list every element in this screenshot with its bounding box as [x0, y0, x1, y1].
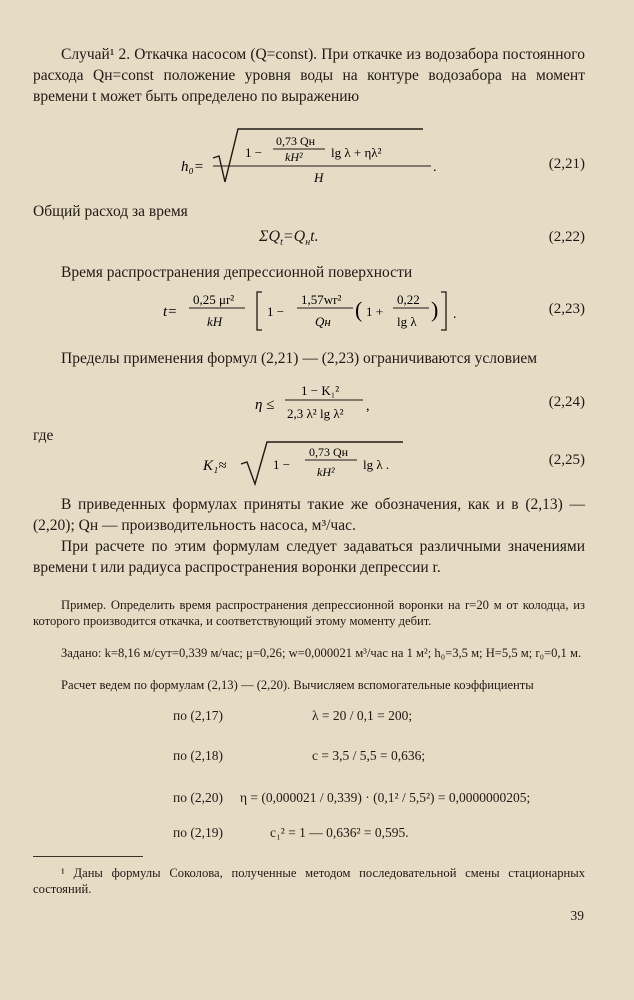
- calc-label-2-19: по (2,19): [173, 825, 223, 840]
- calc-expr-2-19: c₁² = 1 — 0,636² = 0,595.: [270, 825, 409, 840]
- svg-text:): ): [431, 297, 439, 322]
- svg-text:lg λ + ηλ²: lg λ + ηλ²: [331, 145, 382, 160]
- svg-text:1 − K₁²: 1 − K₁²: [301, 383, 340, 398]
- equation-2-24-render: [33, 378, 453, 428]
- svg-text:.: .: [453, 307, 457, 322]
- paragraph-total-flow: Общий расход за время: [33, 203, 188, 220]
- calc-label-2-18: по (2,18): [173, 748, 223, 763]
- equation-2-22-text: $\Sigma Q_t=Q_нt$.: [259, 228, 319, 249]
- svg-text:h₀=: h₀=: [181, 159, 204, 175]
- calc-label-2-20: по (2,20): [173, 790, 223, 805]
- equation-2-25-render: [33, 438, 453, 488]
- svg-text:.: .: [433, 160, 437, 175]
- svg-text:K₁≈: K₁≈: [203, 458, 227, 474]
- equation-number: (2,22): [548, 229, 585, 245]
- paragraph-calculation: При расчете по этим формулам следует задаваться различными значениями времени t или радиуса распространения воронки депрессии r.: [33, 538, 585, 576]
- svg-text:1,57wr²: 1,57wr²: [301, 292, 342, 307]
- calc-label-2-17: по (2,17): [173, 708, 223, 723]
- svg-text:lg λ .: lg λ .: [363, 457, 390, 472]
- equation-2-21-render: [33, 126, 585, 188]
- svg-text:0,25 μr²: 0,25 μr²: [193, 292, 235, 307]
- paragraph-case-2: Случай¹ 2. Откачка насосом (Q=const). При откачке из водозабора постоянного расхода Qн=const положение уровня воды на контуре водозабора на момент времени t может быть определено по выражению: [33, 46, 585, 105]
- equation-2-23: [33, 286, 585, 336]
- svg-text:η ≤: η ≤: [255, 397, 275, 413]
- svg-text:lg λ: lg λ: [397, 314, 417, 329]
- svg-text:1 −: 1 −: [245, 145, 263, 160]
- paragraph-spread-time: Время распространения депрессионной поверхности: [61, 264, 413, 281]
- calc-expr-2-20: η = (0,000021 / 0,339) · (0,1² / 5,5²) = 0,0000000205;: [240, 790, 531, 805]
- equation-2-21: [33, 126, 585, 188]
- svg-text:0,22: 0,22: [397, 292, 420, 307]
- svg-text:kH: kH: [207, 314, 223, 329]
- equation-2-23-render: [33, 286, 503, 336]
- svg-text:1 −: 1 −: [273, 457, 291, 472]
- svg-text:1 +: 1 +: [366, 304, 384, 319]
- equation-2-22: [33, 226, 585, 250]
- example-given: Задано: k=8,16 м/сут=0,339 м/час; μ=0,26; w=0,000021 м³/час на 1 м²; h₀=3,5 м; H=5,5 м; r₀=0,1 м.: [61, 646, 582, 660]
- svg-text:1 −: 1 −: [267, 304, 285, 319]
- paragraph-notation: В приведенных формулах приняты такие же обозначения, как и в (2,13) — (2,20); Qн — производительность насоса, м³/час.: [33, 496, 585, 534]
- svg-text:0,73 Qн: 0,73 Qн: [309, 445, 349, 459]
- svg-text:,: ,: [366, 399, 370, 414]
- page-number: 39: [570, 908, 584, 923]
- svg-text:t=: t=: [163, 304, 178, 320]
- paragraph-where: где: [33, 427, 54, 444]
- svg-text:H: H: [314, 170, 324, 185]
- footnote: ¹ Даны формулы Соколова, полученные методом последовательной смены стационарных состояний.: [33, 866, 585, 896]
- calc-expr-2-18: c = 3,5 / 5,5 = 0,636;: [312, 748, 426, 763]
- svg-text:0,73 Qн: 0,73 Qн: [276, 134, 316, 148]
- equation-number: (2,24): [548, 394, 585, 410]
- svg-text:(: (: [355, 297, 363, 322]
- svg-text:kH²: kH²: [317, 465, 335, 479]
- equation-number: (2,25): [548, 452, 585, 468]
- example-intro: Пример. Определить время распространения депрессионной воронки на r=20 м от колодца, из которого производится откачка, и соответствующий этому моменту дебит.: [33, 598, 585, 628]
- equation-number: (2,23): [548, 301, 585, 317]
- svg-text:kH²: kH²: [285, 150, 303, 164]
- svg-text:Qн: Qн: [315, 314, 331, 329]
- paragraph-application-limits: Пределы применения формул (2,21) — (2,23) ограничиваются условием: [61, 350, 538, 367]
- footnote-divider: [33, 856, 143, 857]
- example-calc-intro: Расчет ведем по формулам (2,13) — (2,20). Вычисляем вспомогательные коэффициенты: [61, 678, 534, 692]
- equation-2-25: [33, 438, 585, 488]
- svg-text:2,3 λ² lg λ²: 2,3 λ² lg λ²: [287, 406, 344, 421]
- calc-expr-2-17: λ = 20 / 0,1 = 200;: [312, 708, 413, 723]
- equation-2-24: [33, 378, 585, 428]
- equation-number: (2,21): [548, 156, 585, 172]
